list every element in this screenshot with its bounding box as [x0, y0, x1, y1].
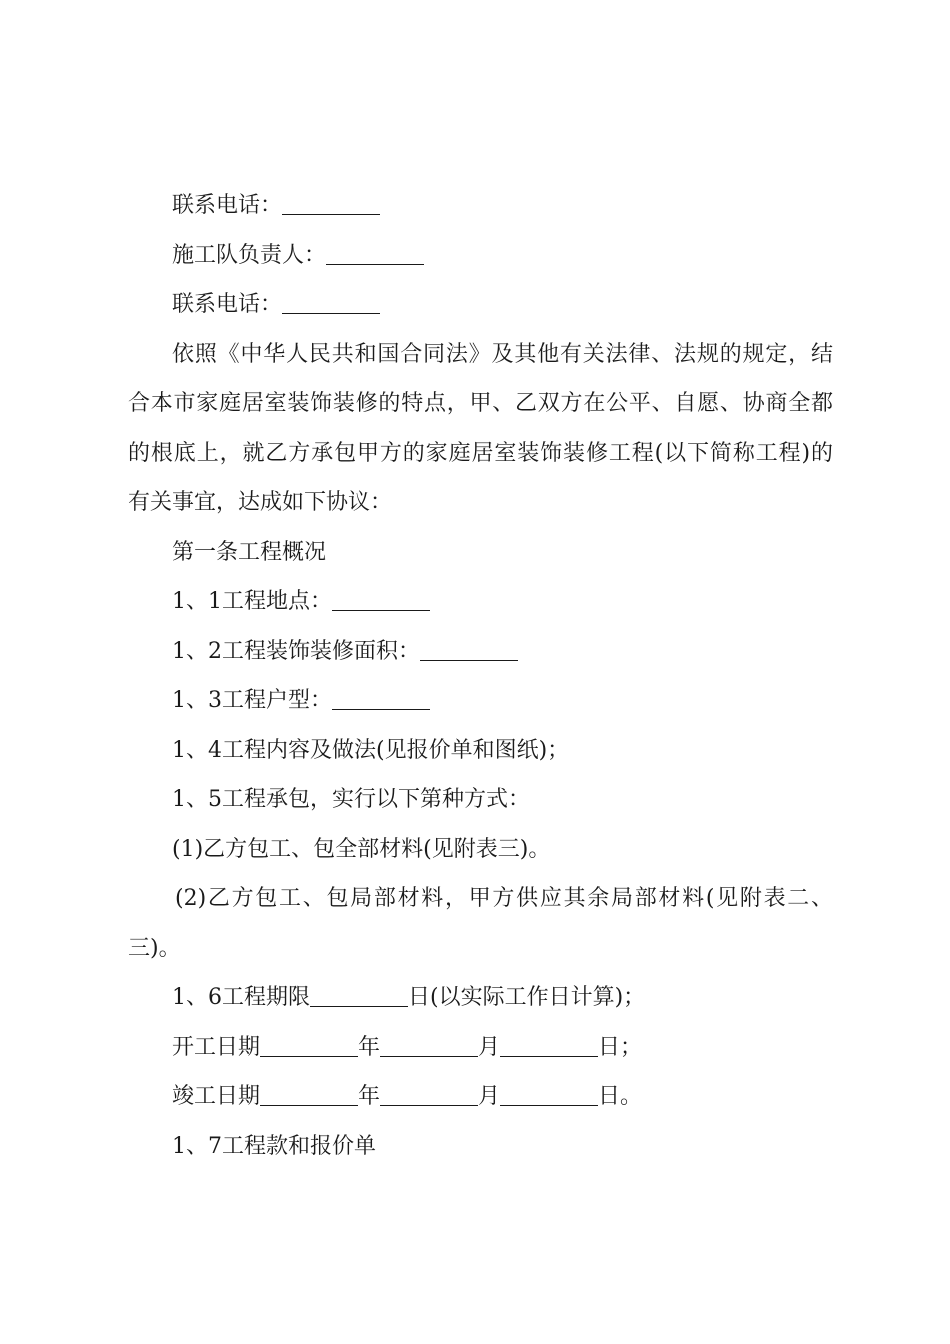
contact-phone-line-2: [128, 280, 833, 330]
end-date-label: 竣工日期: [172, 1084, 261, 1109]
option-1-line: (1)乙方包工、包全部材料(见附表三)。: [172, 836, 551, 862]
contact-phone-label: 联系电话：: [172, 193, 283, 218]
start-year-label: 年: [358, 1034, 381, 1060]
item-1-7-line: 1、7工程款和报价单: [172, 1133, 376, 1159]
team-leader-blank: [326, 242, 424, 265]
contact-phone-label: 联系电话：: [172, 292, 283, 317]
start-month-blank: [380, 1034, 478, 1057]
end-month-label: 月: [478, 1084, 501, 1109]
start-day-blank: [500, 1034, 598, 1057]
item-1-3-line: [128, 676, 833, 726]
team-leader-label: 施工队负责人：: [172, 242, 327, 268]
document-body: [128, 181, 833, 1171]
item-1-2-label: 1、2工程装饰装修面积：: [172, 638, 420, 664]
option-2-line-2: 三)。: [128, 935, 181, 961]
intro-paragraph-line-1: 依照《中华人民共和国合同法》及其他有关法律、法规的规定，结: [172, 341, 833, 367]
contact-phone-blank: [282, 291, 380, 314]
item-1-6-label: 1、6工程期限: [172, 985, 310, 1010]
end-year-blank: [260, 1083, 358, 1106]
start-day-label: 日；: [598, 1034, 643, 1060]
item-1-2-line: [128, 627, 833, 677]
start-month-label: 月: [478, 1034, 501, 1060]
item-1-3-blank: [332, 687, 430, 710]
intro-paragraph-line-2: 合本市家庭居室装饰装修的特点，甲、乙双方在公平、自愿、协商全都: [128, 391, 833, 416]
item-1-1-blank: [332, 588, 430, 611]
end-month-blank: [380, 1083, 478, 1106]
start-year-blank: [260, 1034, 358, 1057]
item-1-3-label: 1、3工程户型：: [172, 688, 332, 713]
item-1-6-line: [128, 973, 833, 1023]
option-2-line-1: (2)乙方包工、包局部材料，甲方供应其余局部材料(见附表二、: [175, 886, 833, 911]
item-1-1-label: 1、1工程地点：: [172, 589, 332, 614]
item-1-6-suffix: 日(以实际工作日计算)；: [408, 985, 646, 1010]
contact-phone-blank: [282, 192, 380, 215]
end-day-label: 日。: [598, 1084, 643, 1109]
item-1-2-blank: [420, 638, 518, 661]
end-day-blank: [500, 1083, 598, 1106]
start-date-line: [128, 1023, 833, 1073]
end-year-label: 年: [358, 1084, 381, 1109]
team-leader-line: [128, 231, 833, 281]
start-date-label: 开工日期: [172, 1034, 261, 1060]
item-1-1-line: [128, 577, 833, 627]
contact-phone-line-1: [128, 181, 833, 231]
item-1-4-line: 1、4工程内容及做法(见报价单和图纸)；: [172, 737, 570, 763]
item-1-5-line: 1、5工程承包，实行以下第种方式：: [172, 787, 530, 812]
intro-paragraph-line-4: 有关事宜，达成如下协议：: [128, 490, 393, 515]
intro-paragraph-line-3: 的根底上，就乙方承包甲方的家庭居室装饰装修工程(以下简称工程)的: [128, 440, 833, 466]
article-1-heading: 第一条工程概况: [172, 539, 327, 565]
end-date-line: [128, 1072, 833, 1122]
duration-blank: [310, 984, 408, 1007]
